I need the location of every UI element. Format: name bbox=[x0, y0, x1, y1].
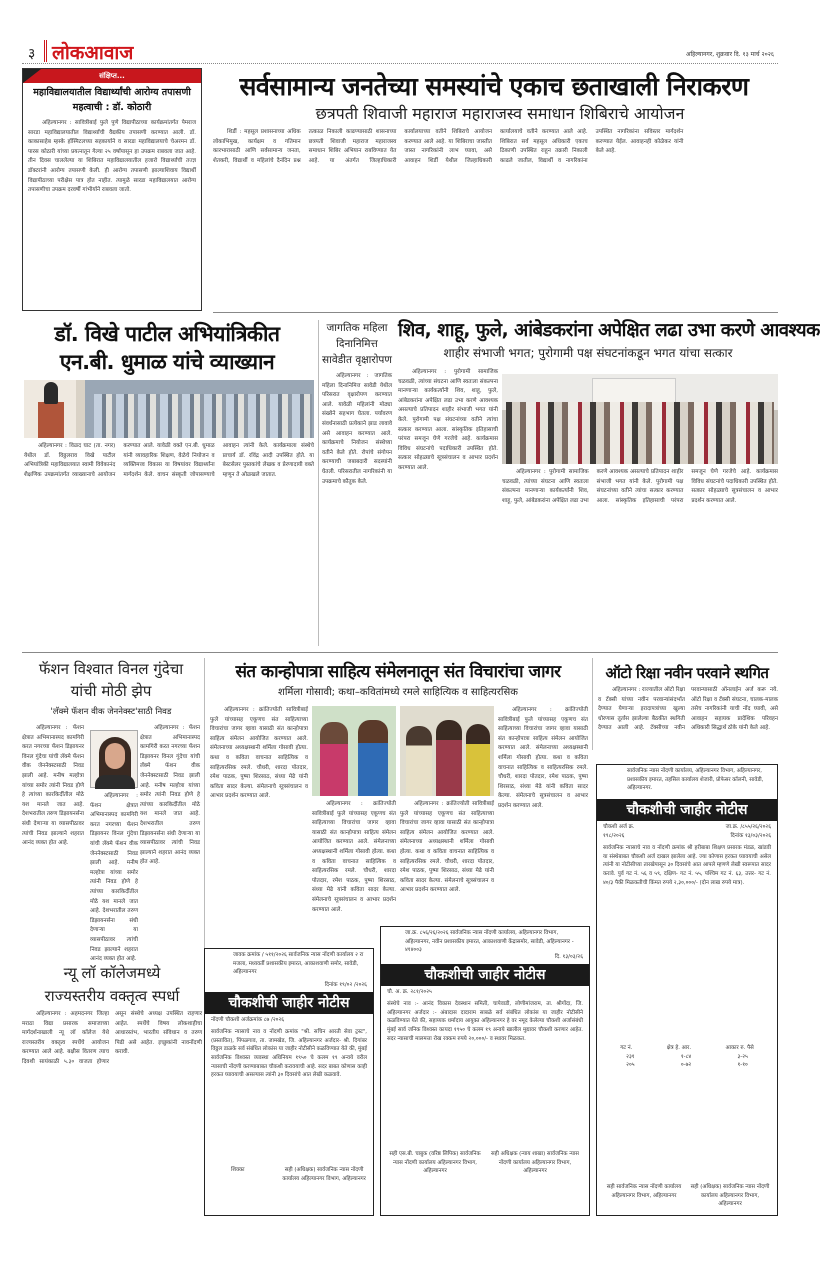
lead-headline: सर्वसामान्य जनतेच्या समस्यांचे एकाच छताखाली निराकरण bbox=[239, 72, 749, 101]
brief-label: संक्षिप्त... bbox=[99, 72, 125, 80]
notice-1-office: सार्वजनिक न्यास नोंदणी कार्यालय, अहिल्यानगर विभाग, अहिल्यानगर, प्रशासकीय इमारत, तहसिल कार्यालय शेजारी, प्रोफेसर कॉलनी, सावेडी, अहिल्यानगर. bbox=[627, 768, 764, 792]
brief-body: अहिल्यानगर : सावित्रीबाई फुले पुणे विद्यापीठाच्या कार्यक्रमांतर्गत पेमराज सारडा महाविद्यालयातील विद्यार्थ्यांची वैद्यकीय तपासणी करण्यात आली. डॉ. काकासाहेब म्हस्के हॉस्पिटलच्या सहकार्याने व सारडा महाविद्यालयाचे चेअरमन डॉ. पारस कोठारी यांच्या प्रयत्नातून गेल्या २५ वर्षांपासून हा उपक्रम राबवला जात आहे. तीन दिवस चाललेल्या या शिबिरात महाविद्यालयातील हजारो विद्यार्थ्यांची तज्ज्ञ डॉक्टरांनी आरोग्य तपासणी केली. ही आरोग्य तपासणी झाल्याशिवाय विद्यार्थी विद्यापीठाच्या परीक्षेस पात्र होत नाहीत. त्यामुळे सारडा महाविद्यालयात आरोग्य तपासणीचा उपक्रम दरवर्षी गांभीर्याने राबवला जातो. bbox=[28, 120, 196, 194]
notice-2-sign: सही (अधिक्षक) सार्वजनिक न्यास नोंदणी कार्यालय अहिल्यानगर विभाग, अहिल्यानगर bbox=[282, 1167, 366, 1182]
sant-body-1: अहिल्यानगर : क्रांतिज्योती सावित्रीबाई फुले यांच्यासह एकूणच संत साहित्याच्या विचारांचा जागर व्हावा यासाठी संत कान्होपात्रा साहित्य संमेलन आयोजित करण्यात आले. संमेलनाच्या अध्यक्षस्थानी शर्मिला गोसावी होत्या. कथा व कविता वाचनात साहित्यिक व साहित्यरसिक रमले. चौधरी, शारदा पोतदार, रमेश पाठक, पुष्पा शिरसाठ, संध्या मेढे यांनी कविता सादर केल्या. संमेलनाचे सूत्रसंचालन व आभार प्रदर्शन करण्यात आले. bbox=[210, 707, 308, 800]
notice-3-title: चौकशीची जाहीर नोटीस bbox=[381, 964, 589, 986]
notice-1-survey-table bbox=[597, 1042, 777, 1072]
notice-3-inquiry-no: चौ. अ. क्र. २८१/२०२५ bbox=[387, 988, 432, 995]
notice-3-sign-left: सही एस.बी. चाबुक (वरिष्ठ लिपिक) सार्वजनिक न्यास नोंदणी कार्यालय अहिल्यानगर विभाग, अहिल्यानगर bbox=[389, 1151, 481, 1175]
podium bbox=[38, 402, 64, 438]
vinal-gundecha-photo bbox=[90, 730, 138, 788]
notice-1-inquiry-label: चौकशी अर्ज क्र. bbox=[603, 824, 635, 830]
person-a bbox=[406, 726, 432, 796]
law-body: अहिल्यानगर : अहमदनगर जिल्हा मराठा विद्या प्रसारक समाजाच्या मार्गदर्शनाखाली न्यू लॉ कॉलेज येथे राज्यस्तरीय वक्तृत्व स्पर्धेचे आयोजन करण्यात आले आहे. बक्षीस वितरण त्याच दिवशी सायंकाळी ५.३० वाजता होणार असून संस्थेचे अध्यक्ष उपस्थित राहणार आहेत. स्पर्धेचे विषय लोकशाहीचा आधारस्तंभ, भारतीय संविधान व तरुण पिढी असे आहेत. इच्छुकांनी नावनोंदणी करावी. bbox=[22, 1011, 202, 1065]
notice-3-sign-right: सही अधिक्षक (न्याय शाखा) सार्वजनिक न्यास नोंदणी कार्यालय अहिल्यानगर विभाग, अहिल्यानगर bbox=[491, 1151, 579, 1175]
lead-subhead: छत्रपती शिवाजी महाराज महाराजस्व समाधान शिबिराचे आयोजन bbox=[315, 104, 685, 123]
women-divider bbox=[318, 320, 319, 646]
sant-divider bbox=[592, 658, 593, 750]
brief-headline: महाविद्यालयातील विद्यार्थ्यांची आरोग्य तपासणी महत्वाची : डॉ. कोठारी bbox=[33, 87, 191, 113]
lead-body: शिर्डी : महसूल प्रशासनाच्या अधिक लोकाभिमुख, कार्यक्षम व गतिमान कारभारासाठी आणि सर्वसामान्य जनता, शेतकरी, विद्यार्थी व महिलांचे दैनंदिन प्रश्न तत्काळ निकाली काढण्यासाठी शासनाच्या छत्रपती शिवाजी महाराज महाराजस्व समाधान शिबिर अभियान राबविण्यात येत आहे. या अंतर्गत जिल्हाधिकारी कार्यालयाच्या वतीने शिबिराचे आयोजन करण्यात आले आहे. या शिबिराचा जास्तीत जास्त नागरिकांनी लाभ घ्यावा, असे आवाहन शिर्डी येथील जिल्हाधिकारी कार्यालयाचे वतीने करण्यात आले आहे. शिबिरात सर्व महसूल अधिकारी एकाच ठिकाणी उपस्थित राहून तक्रारी निकाली काढले जातील, विद्यार्थी व नागरिकांना उपस्थित नागरिकांना सविस्तर मार्गदर्शन करण्यात येईल. आवाहनही कोळेकर यांनी केले आहे. bbox=[213, 129, 684, 164]
notice-1-title: चौकशीची जाहीर नोटीस bbox=[597, 799, 777, 821]
notice-2-office: जावक क्रमांक / ५११/२०२६ सार्वजनिक न्यास नोंदणी कार्यालय २ रा मजला, मध्यवर्ती प्रशासकीय इमारत, आकाशवाणी समोर, सावेडी, अहिल्यानगर bbox=[233, 952, 364, 976]
woman-2 bbox=[358, 720, 388, 796]
notice-1-date: दिनांक १३/०३/२०२६ bbox=[730, 832, 771, 839]
person-c bbox=[466, 724, 490, 796]
brief-label-bar bbox=[23, 69, 201, 83]
speaker bbox=[44, 382, 58, 404]
engg-headline-1: डॉ. विखे पाटील अभियांत्रिकीत bbox=[54, 322, 280, 346]
engg-headline-2: एन.बी. धुमाळ यांचे व्याख्यान bbox=[59, 350, 275, 374]
dateline: अहिल्यानगर, शुक्रवार दि. १३ मार्च २०२६ bbox=[685, 51, 774, 58]
notice-2-body: सार्वजनिक न्यासाचे नाव व नोंदणी क्रमांक "श्री. सचिन आरती सेवा ट्रस्ट", (प्रस्तावित), पिंपळगाव, ता. जामखेड, जि. अहिल्यानगर अर्जदार- श्री. दिगांबर विठ्ठल डाळके सर्व संबंधित लोकांस या जाहीर नोटीसीने कळविण्यात येते की, मुंबई सार्वजनिक विश्वस्त व्यवस्था अधिनियम १९५० चे कलम १९ अन्वये वरील न्यासाची नोंदणी करण्याबाबत चौकशी करावयाची आहे. सदर बाबत कोणास काही हरकत घ्यावयाची असल्यास त्यांनी ३० दिवसांचे आत लेखी कळवावे. bbox=[211, 1029, 367, 1079]
newspaper-logo: लोकआवाज bbox=[52, 42, 134, 64]
fashion-body-2: अहिल्यानगर : फॅशन क्षेत्रात अभिमानास्पद कामगिरी करत नगरच्या फॅशन डिझायनर विनल गुंदेचा यांची लॅक्मे फॅशन वीक जेननेक्स्टसाठी निवड झाली आहे. मनीष मल्होत्रा यांच्या समोर त्यांनी निवड होणे हे त्यांच्या कारकिर्दीतील मोठे यश मानले जात आहे. देशभरातील तरुण डिझायनर्सना संधी देणाऱ्या या व्यासपीठावर त्यांची निवड झाल्याने शहरात आनंद व्यक्त होत आहे. bbox=[140, 725, 200, 866]
sant-subhead: शर्मिला गोसावी; कथा–कवितांमध्ये रमले साहित्यिक व साहित्यरसिक bbox=[278, 687, 518, 698]
notice-1-inquiry-no: १९८/२०२६ bbox=[603, 832, 625, 839]
bhagat-subhead: शाहीर संभाजी भगत; पुरोगामी पक्ष संघटनांकडून भगत यांचा सत्कार bbox=[443, 346, 733, 360]
face bbox=[105, 743, 125, 769]
fashion-divider bbox=[204, 658, 205, 958]
page-number: ३ bbox=[28, 46, 36, 62]
fashion-headline-1: फॅशन विश्वात विनल गुंदेचा bbox=[38, 660, 184, 678]
mid-rule bbox=[22, 652, 778, 653]
sant-body-4: अहिल्यानगर : क्रांतिज्योती सावित्रीबाई फुले यांच्यासह एकूणच संत साहित्याच्या विचारांचा जागर व्हावा यासाठी संत कान्होपात्रा साहित्य संमेलन आयोजित करण्यात आले. संमेलनाच्या अध्यक्षस्थानी शर्मिला गोसावी होत्या. कथा व कविता वाचनात साहित्यिक व साहित्यरसिक रमले. चौधरी, शारदा पोतदार, रमेश पाठक, पुष्पा शिरसाठ, संध्या मेढे यांनी कविता सादर केल्या. संमेलनाचे सूत्रसंचालन व आभार प्रदर्शन करण्यात आले. bbox=[498, 707, 588, 809]
notice-3-office: जा.क्र. ८५६/२६/२०२६ सार्वजनिक न्यास नोंदणी कार्यालय, अहिल्यानगर विभाग, अहिल्यानगर, नवीन प्रशासकीय इमारत, आकाशवाणी केंद्रासमोर, सावेडी, अहिल्यानगर - ४१४००३ bbox=[405, 930, 574, 954]
notice-2-date: दिनांक १९/०२ /२०२६ bbox=[324, 982, 367, 988]
sant-headline: संत कान्होपात्रा साहित्य संमेलनातून संत विचारांचा जागर bbox=[235, 662, 561, 682]
masthead-rule bbox=[22, 63, 778, 64]
survey-row: २०५ ०-७२ १-१० bbox=[626, 1062, 748, 1069]
law-headline-2: राज्यस्तरीय वक्तृत्व स्पर्धा bbox=[44, 987, 180, 1005]
person-b bbox=[436, 720, 462, 796]
fashion-body-3: अहिल्यानगर : फॅशन क्षेत्रात अभिमानास्पद कामगिरी करत नगरच्या फॅशन डिझायनर विनल गुंदेचा यांची लॅक्मे फॅशन वीक जेननेक्स्टसाठी निवड झाली आहे. मनीष मल्होत्रा यांच्या समोर त्यांनी निवड होणे हे त्यांच्या कारकिर्दीतील मोठे यश मानले जात आहे. देशभरातील तरुण डिझायनर्सना संधी देणाऱ्या या व्यासपीठावर त्यांची निवड झाल्याने शहरात आनंद व्यक्त होत आहे. bbox=[90, 793, 138, 963]
brief-box bbox=[22, 68, 202, 311]
woman-1 bbox=[320, 722, 348, 796]
women-body: अहिल्यानगर : जागतिक महिला दिनानिमित्त सावेडी येथील परिसरात वृक्षारोपण करण्यात आले. यावेळी महिलांनी मोठ्या संख्येने सहभाग घेतला. पर्यावरण संवर्धनासाठी प्रत्येकाने झाड लावावे असे आवाहन करण्यात आले. कार्यक्रमाचे नियोजन संस्थेच्या वतीने केले होते. रोपांचे संगोपन करण्याची जबाबदारी सदस्यांनी घेतली. परिसरातील नागरिकांनी या उपक्रमाचे कौतुक केले. bbox=[322, 373, 392, 485]
notice-1-ref: जा.क्र. /८५५/२६/२०२६ bbox=[725, 824, 771, 830]
fashion-body-1: अहिल्यानगर : फॅशन क्षेत्रात अभिमानास्पद कामगिरी करत नगरच्या फॅशन डिझायनर विनल गुंदेचा यांची लॅक्मे फॅशन वीक जेननेक्स्टसाठी निवड झाली आहे. मनीष मल्होत्रा यांच्या समोर त्यांनी निवड होणे हे त्यांच्या कारकिर्दीतील मोठे यश मानले जात आहे. देशभरातील तरुण डिझायनर्सना संधी देणाऱ्या या व्यासपीठावर त्यांची निवड झाल्याने शहरात आनंद व्यक्त होत आहे. bbox=[22, 725, 84, 847]
fashion-subhead: 'लॅक्मे फॅशन वीक जेननेक्स्ट'साठी निवड bbox=[50, 707, 172, 717]
sammelan-photo bbox=[312, 706, 396, 796]
notice-2-title: चौकशीची जाहीर नोटीस bbox=[205, 992, 373, 1014]
notice-1-sign-right: सही (अधिक्षक) सार्वजनिक न्यास नोंदणी कार्यालय अहिल्यानगर विभाग, अहिल्यानगर bbox=[690, 1184, 770, 1208]
notice-3-date: दि. १३/०३/२६ bbox=[554, 954, 583, 960]
law-headline-1: न्यू लॉ कॉलेजमध्ये bbox=[63, 964, 161, 982]
engg-body: अहिल्यानगर : विळद घाट (ता. नगर) येथील डॉ. विठ्ठलराव विखे पाटील अभियांत्रिकी महाविद्यालयात स्वामी विवेकानंद शैक्षणिक उपक्रमांतर्गत व्याख्यानाचे आयोजन करण्यात आले. यावेळी वक्ते एन.बी. धुमाळ यांनी व्यावहारिक शिक्षण, वेळेचे नियोजन व व्यक्तिमत्त्व विकास या विषयांवर विद्यार्थ्यांना मार्गदर्शन केले. वाचन संस्कृती जोपासण्याचे आवाहन त्यांनी केले. कार्यक्रमाला संस्थेचे प्राचार्य डॉ. रविंद्र आदी उपस्थित होते. या बेस्टसेलर पुस्तकांचे लेखक व प्रेरणादायी वक्ते म्हणून ते ओळखले जातात. bbox=[24, 443, 314, 478]
sant-body-2: अहिल्यानगर : क्रांतिज्योती सावित्रीबाई फुले यांच्यासह एकूणच संत साहित्याच्या विचारांचा जागर व्हावा यासाठी संत कान्होपात्रा साहित्य संमेलन आयोजित करण्यात आले. संमेलनाच्या अध्यक्षस्थानी शर्मिला गोसावी होत्या. कथा व कविता वाचनात साहित्यिक व साहित्यरसिक रमले. चौधरी, शारदा पोतदार, रमेश पाठक, पुष्पा शिरसाठ, संध्या मेढे यांनी कविता सादर केल्या. संमेलनाचे सूत्रसंचालन व आभार प्रदर्शन करण्यात आले. bbox=[312, 801, 396, 913]
sant-body-3: अहिल्यानगर : क्रांतिज्योती सावित्रीबाई फुले यांच्यासह एकूणच संत साहित्याच्या विचारांचा जागर व्हावा यासाठी संत कान्होपात्रा साहित्य संमेलन आयोजित करण्यात आले. संमेलनाच्या अध्यक्षस्थानी शर्मिला गोसावी होत्या. कथा व कविता वाचनात साहित्यिक व साहित्यरसिक रमले. चौधरी, शारदा पोतदार, रमेश पाठक, पुष्पा शिरसाठ, संध्या मेढे यांनी कविता सादर केल्या. संमेलनाचे सूत्रसंचालन व आभार प्रदर्शन करण्यात आले. bbox=[400, 801, 494, 894]
lecture-photo bbox=[24, 380, 314, 438]
group-people bbox=[506, 402, 774, 464]
felicitation-photo bbox=[502, 374, 778, 464]
lead-bottom-rule bbox=[213, 312, 778, 313]
survey-row: २३१ १-८४ ३-२५ bbox=[626, 1053, 748, 1060]
masthead bbox=[24, 40, 784, 62]
audience bbox=[94, 394, 312, 438]
bhagat-body-2: अहिल्यानगर : पुरोगामी सामाजिक चळवळी, त्यांच्या संघटना आणि स्वतःला संकल्पना मानणाऱ्या कार्यकर्त्यांनी शिव, शाहू, फुले, आंबेडकरांना अपेक्षित लढा उभा करणे आवश्यक असल्याचे प्रतिपादन शाहीर संभाजी भगत यांनी केले. पुरोगामी पक्ष संघटनांच्या वतीने त्यांचा सत्कार करण्यात आला. सांस्कृतिक इतिहासाची परंपरा समजून घेणे गरजेचे आहे. कार्यक्रमास विविध संघटनांचे पदाधिकारी उपस्थित होते. सत्कार सोहळ्याचे सूत्रसंचालन व आभार प्रदर्शन करण्यात आले. bbox=[502, 469, 778, 504]
women-headline: जागतिक महिला दिनानिमित्त सावेडीत वृक्षारोपण bbox=[322, 322, 392, 366]
notice-2-inquiry-no: नोंदणी चौकशी अर्जक्रमांक ८७ /२०२६ bbox=[211, 1016, 285, 1023]
shoulders bbox=[95, 775, 135, 789]
bhagat-headline: शिव, शाहू, फुले, आंबेडकरांना अपेक्षित लढा उभा करणे आवश्यक bbox=[398, 320, 820, 341]
notice-3-body: संस्थेचे नाव :- आनंद विकास देवस्थान समिती, चापेवाडी, लोणीमांजराम, ता. श्रीगोंदा, जि. अहिल्यानगर अर्जदार :- अंबादास दादाराम साबळे सर्व संबंधित लोकांस या जाहीर नोटीसीने कळविण्यात येते की, सहाय्यक धर्मादाय आयुक्त अहिल्यानगर हे वर नमूद केलेल्या चौकशी अर्जासंबंधी मुंबई सार्व जनिक विश्वस्त कायदा १९५० चे कलम १९ अन्वये खालील मुद्यावर चौकशी करणार आहेत. सदर न्यासाची मालमत्ता रोख रक्कम रुपये २०,०००/- व स्थावर मिळकत. bbox=[387, 1001, 583, 1042]
survey-header: गट नं. क्षेत्र हे. आर. आकार रु. पैसे bbox=[620, 1045, 754, 1052]
fashion-headline-2: यांची मोठी झेप bbox=[70, 682, 152, 700]
notice-2 bbox=[204, 948, 374, 1216]
notice-3 bbox=[380, 926, 590, 1216]
masthead-divider bbox=[44, 40, 47, 62]
notice-2-seal: शिक्का bbox=[231, 1167, 245, 1174]
notice-1-body: सार्वजनिक न्यासाचे नाव व नोंदणी क्रमांक श्री हरीबाबा शिक्षण प्रसारक मंडळ, खांडवी या संस्थेबाबत चौकशी अर्ज दाखल झालेला आहे. ज्या कोणास हरकत घ्यावयाची असेल त्यांनी या नोटीसीच्या तारखेपासून ३० दिवसांचे आत आपले म्हणणे लेखी स्वरूपात सादर करावे. पुर्व गट नं. ५६ व ५९, दक्षिण- गट नं. ५५, पश्चिम गट नं. ६३, उत्तर- गट नं. ४०/३ पैकी मिळकतीची किंमत रुपये २,३०,०००/- (दोन लाख रुपये मात्र). bbox=[603, 845, 771, 886]
auto-headline: ऑटो रिक्षा नवीन परवाने स्थगित bbox=[605, 664, 769, 682]
notice-1-sign-left: सही सार्वजनिक न्यास नोंदणी कार्यालय अहिल्यानगर विभाग, अहिल्यानगर bbox=[606, 1184, 682, 1199]
book-release-photo bbox=[400, 706, 494, 796]
auto-body: अहिल्यानगर : राज्यातील ऑटो रिक्षा व टॅक्सी यांच्या नवीन परवान्यांसंदर्भात देण्यात येणाऱ्या इरादापत्रांच्या खुल्या धोरणास तूर्तास झालेल्या बैठकीत स्थगिती देण्यात आली आहे. टॅक्सीच्या नवीन परवान्यासाठी ऑनलाईन अर्ज करू नये. ऑटो रिक्षा व टॅक्सी संघटना, चालक-मालक तसेच नागरिकांनी याची नोंद घ्यावी, असे आवाहन सहायक प्रादेशिक परिवहन अधिकारी सिद्धार्थ ठोके यांनी केले आहे. bbox=[598, 687, 778, 732]
bhagat-body-1: अहिल्यानगर : पुरोगामी सामाजिक चळवळी, त्यांच्या संघटना आणि स्वतःला संकल्पना मानणाऱ्या कार्यकर्त्यांनी शिव, शाहू, फुले, आंबेडकरांना अपेक्षित लढा उभा करणे आवश्यक असल्याचे प्रतिपादन शाहीर संभाजी भगत यांनी केले. पुरोगामी पक्ष संघटनांच्या वतीने त्यांचा सत्कार करण्यात आला. सांस्कृतिक इतिहासाची परंपरा समजून घेणे गरजेचे आहे. कार्यक्रमास विविध संघटनांचे पदाधिकारी उपस्थित होते. सत्कार सोहळ्याचे सूत्रसंचालन व आभार प्रदर्शन करण्यात आले. bbox=[398, 369, 498, 471]
notice-1 bbox=[596, 764, 778, 1216]
